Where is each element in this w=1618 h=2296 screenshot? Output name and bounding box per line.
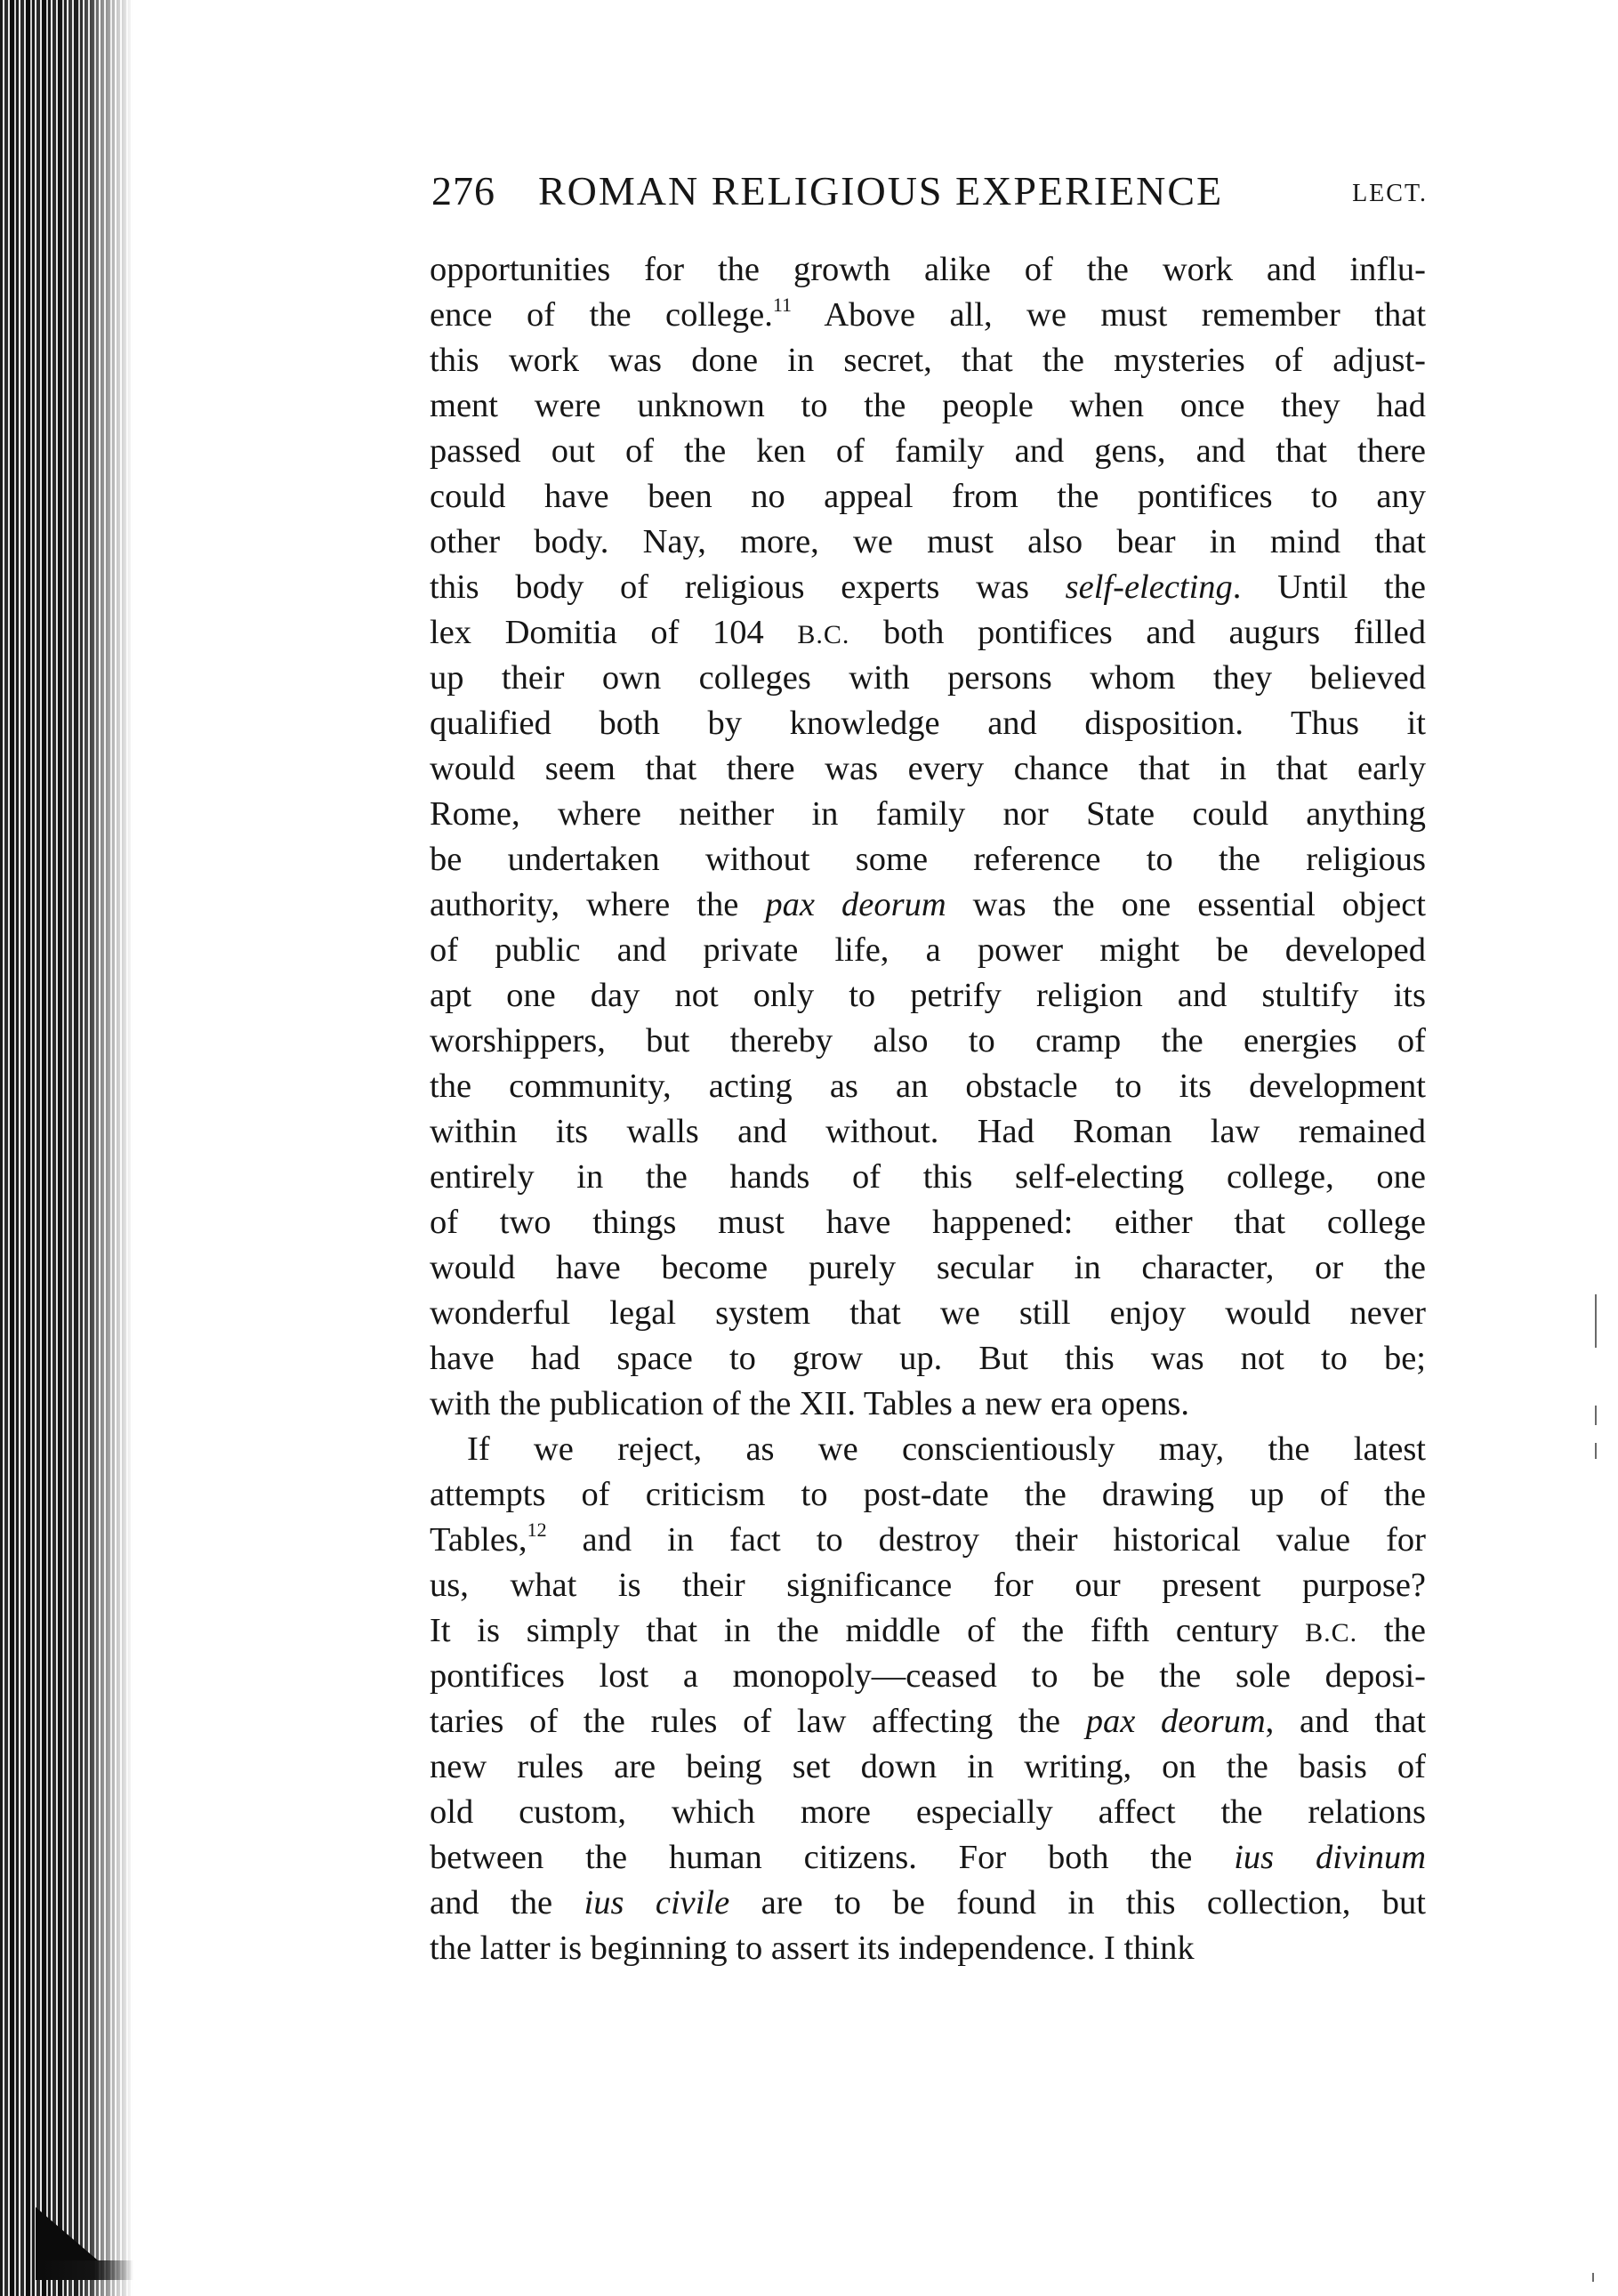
italic-term: ius civile [584,1884,730,1921]
text-line [430,1336,1426,1382]
text-run: qualified both by knowledge and disposition. Thus it [430,705,1426,742]
text-line [430,1472,1426,1518]
text-line [430,1245,1426,1291]
text-run: attempts of criticism to post-date the drawing up of the [430,1476,1426,1513]
text-run: Above all, we must remember that [792,296,1426,334]
running-title: ROMAN RELIGIOUS EXPERIENCE [538,168,1224,213]
text-line [430,1608,1426,1654]
text-run: other body. Nay, more, we must also bear in mind that [430,523,1426,560]
stray-mark [1595,1406,1597,1425]
text-line [430,565,1426,610]
text-run: Tables, [430,1521,527,1559]
text-line [430,1790,1426,1835]
text-line [430,1744,1426,1790]
text-line [430,1200,1426,1245]
small-caps-abbrev: B.C. [1305,1618,1358,1647]
text-line [430,383,1426,429]
text-run: of public and private life, a power might be developed [430,931,1426,969]
stray-mark [1595,1294,1597,1348]
text-run: have had space to grow up. But this was not to be; [430,1340,1426,1377]
running-head [431,160,1428,222]
text-run: would have become purely secular in character, or the [430,1249,1426,1286]
text-run: between the human citizens. For both the [430,1839,1235,1876]
text-run: opportunities for the growth alike of the work and influ- [430,251,1426,288]
text-run: lex Domitia of 104 [430,614,798,651]
text-line [430,792,1426,837]
text-run: Rome, where neither in family nor State could anything [430,795,1426,833]
body-text [430,247,1426,1971]
text-run: the [1357,1612,1426,1649]
text-run: If we reject, as we conscientiously may, the latest [467,1430,1426,1468]
text-line [430,293,1426,338]
text-run: of two things must have happened: either that college [430,1204,1426,1241]
text-run: taries of the rules of law affecting the [430,1703,1086,1740]
text-run: and the [430,1884,584,1921]
text-run: both pontifices and augurs filled [849,614,1426,651]
text-line [430,1155,1426,1200]
text-line [430,1064,1426,1109]
italic-term: self-electing [1065,568,1233,606]
text-line [430,1109,1426,1155]
text-run: authority, where the [430,886,766,923]
text-run: new rules are being set down in writing, on the basis of [430,1748,1426,1785]
text-run: entirely in the hands of this self-electing college, one [430,1158,1426,1196]
text-run: wonderful legal system that we still enjoy would never [430,1294,1426,1332]
text-line [430,1291,1426,1336]
text-line [430,973,1426,1019]
text-run: the latter is beginning to assert its independence. I think [430,1929,1195,1967]
gutter-base-wedge [36,2207,98,2260]
text-run: ence of the college. [430,296,773,334]
text-line [430,1427,1426,1472]
text-line [430,701,1426,746]
text-line [430,1382,1426,1427]
small-caps-abbrev: B.C. [797,620,850,649]
text-run: up their own colleges with persons whom they believed [430,659,1426,697]
text-line [430,429,1426,474]
italic-term: ius divinum [1234,1839,1426,1876]
text-run: worshippers, but thereby also to cramp the energies of [430,1022,1426,1059]
text-line [430,656,1426,701]
text-run: be undertaken without some reference to the religious [430,841,1426,878]
stray-mark [1595,1443,1597,1459]
text-run: could have been no appeal from the pontifices to any [430,478,1426,515]
text-line [430,928,1426,973]
text-line [430,1699,1426,1744]
text-run: pontifices lost a monopoly—ceased to be the sole deposi- [430,1657,1426,1695]
text-run: within its walls and without. Had Roman law remained [430,1113,1426,1150]
text-line [430,1654,1426,1699]
text-run: apt one day not only to petrify religion and stultify its [430,977,1426,1014]
book-gutter-scan-edge [0,0,133,2296]
text-line [430,610,1426,656]
footnote-ref: 12 [527,1519,547,1541]
text-run: It is simply that in the middle of the fifth century [430,1612,1306,1649]
paragraph [430,1427,1426,1971]
paragraph [430,247,1426,1427]
text-run: old custom, which more especially affect the relations [430,1793,1426,1831]
text-run: with the publication of the XII. Tables a new era opens. [430,1385,1190,1422]
text-line [430,746,1426,792]
text-run: us, what is their significance for our present purpose? [430,1567,1426,1604]
text-run: was the one essential object [946,886,1426,923]
text-line [430,1518,1426,1563]
section-mark: LECT. [1352,180,1428,207]
text-run: this body of religious experts was [430,568,1066,606]
text-line [430,474,1426,520]
text-run: passed out of the ken of family and gens, and that there [430,432,1426,470]
gutter-base-shadow [36,2260,133,2280]
text-line [430,1019,1426,1064]
text-run: are to be found in this collection, but [729,1884,1426,1921]
text-line [430,338,1426,383]
text-run: would seem that there was every chance that in that early [430,750,1426,787]
text-line [430,1835,1426,1881]
page-number: 276 [431,168,495,213]
stray-mark [1592,2273,1594,2282]
italic-term: pax deorum [765,886,946,923]
text-line [430,882,1426,928]
text-run: the community, acting as an obstacle to its development [430,1067,1426,1105]
text-run: . Until the [1232,568,1426,606]
italic-term: pax deorum [1085,1703,1266,1740]
text-run: and in fact to destroy their historical value for [546,1521,1426,1559]
text-line [430,837,1426,882]
footnote-ref: 11 [772,294,793,316]
text-run: ment were unknown to the people when once they had [430,387,1426,424]
text-line [430,520,1426,565]
text-line [430,1563,1426,1608]
text-run: this work was done in secret, that the mysteries of adjust- [430,342,1426,379]
text-run: , and that [1265,1703,1426,1740]
text-line [430,1926,1426,1971]
text-line [430,247,1426,293]
text-line [430,1881,1426,1926]
